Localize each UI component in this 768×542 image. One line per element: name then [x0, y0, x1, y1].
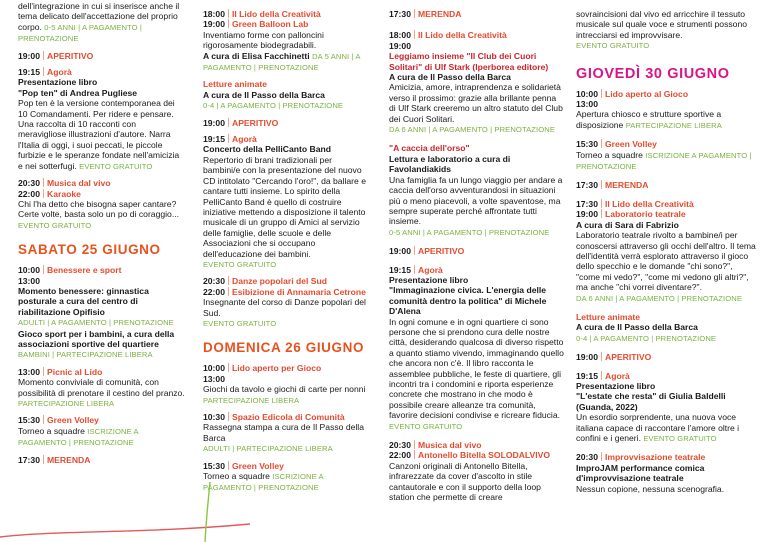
event-danze-popolari: [203, 276, 368, 329]
intro-text: dell'integrazione in cui si inserisce anche il tema delicato dell'accettazione del proprio corpo.: [18, 1, 180, 32]
event-time: 13:00: [18, 366, 40, 377]
event-time: 18:00: [389, 30, 411, 41]
decorative-scribble: [0, 482, 250, 542]
event-title: Lido aperto per Gioco: [231, 363, 322, 374]
event-time-end: 13:00: [18, 275, 40, 286]
event-text: Canzoni originali di Antonello Bitella, infrarezzate da cover d'ascolto in stile cantautorale e con il supporto della loop station che permette di creare: [389, 460, 541, 503]
event-time: 10:00: [203, 363, 225, 374]
event-time: 17:30: [576, 180, 598, 191]
event-text: Insegnante del corso di Danze popolari del Sud.: [203, 297, 366, 318]
event-title: APERITIVO: [604, 352, 652, 363]
event-title: Benessere e sport: [46, 265, 122, 276]
event-time-end: 13:00: [576, 99, 598, 110]
intro-block: [18, 1, 186, 45]
event-title: APERITIVO: [417, 246, 465, 257]
event-time: 19:00: [203, 117, 225, 128]
event-title: Leggiamo insieme "Il Club dei Cuori Solitari" di Ulf Stark (Iperborea editore): [389, 51, 549, 72]
event-text: Laboratorio teatrale rivolto a bambine/i per conoscersi attraverso gli occhi dell'altro. Il tema dell'identità verrà esplorato attraverso il gioco dello specchio e le domande "chi sono?", "come mi vedo?", "come mi vedono gli altri?", ma anche "chi vorrei diventare?".: [576, 230, 756, 293]
event-tag: EVENTO GRATUITO: [643, 434, 717, 443]
event-aperitivo: [576, 352, 756, 362]
event-green-balloon-lab: [203, 9, 368, 73]
event-musica-karaoke: [18, 178, 186, 231]
event-time: 19:00: [389, 246, 411, 257]
intro-tag: EVENTO GRATUITO: [576, 41, 650, 51]
event-aperitivo: [389, 246, 564, 256]
event-tag: DA 6 ANNI | A PAGAMENTO | PRENOTAZIONE: [389, 125, 555, 135]
event-time: 19:15: [203, 134, 225, 145]
event-text: Una famiglia fa un lungo viaggio per andare a caccia dell'orso avventurandosi in situazioni più o meno piacevoli, a volte spaventose, ma sempre superate perché affrontate tutti insieme.: [389, 174, 563, 227]
event-text: Momento benessere: ginnastica posturale a cura del centro di riabilitazione Opifisio: [18, 285, 149, 317]
event-title: Presentazione libro: [18, 77, 98, 88]
event-green-volley: [18, 415, 186, 448]
event-letture-animate: [576, 312, 756, 344]
event-tag: EVENTO GRATUITO: [79, 161, 153, 171]
event-title: Musica dal vivo: [417, 440, 482, 451]
event-picnic: [18, 367, 186, 410]
event-merenda: [576, 180, 756, 190]
day-heading-domenica: DOMENICA 26 GIUGNO: [203, 340, 365, 356]
event-tag: DA 5 ANNI | A PAGAMENTO | PRENOTAZIONE: [203, 51, 361, 73]
event-text: Pop ten è la versione contemporanea dei 10 Comandamenti. Per ridere e pensare. Una raccolta di 10 racconti con meravigliose illustrazioni d'autore. Narra l'Italia di oggi, i suoi peccati, le piccole furbizie e le speranze fondate nell'amicizia e nei sotterfugi.: [18, 98, 180, 171]
event-title: Letture animate: [203, 79, 267, 90]
event-title: Picnic al Lido: [46, 366, 103, 377]
event-tag: PARTECIPAZIONE LIBERA: [18, 399, 115, 408]
event-text: Rassegna stampa a cura de Il Passo della Barca: [203, 422, 364, 443]
intro-block: [576, 9, 756, 52]
event-time: 19:00: [576, 352, 598, 363]
event-text: Nessun copione, nessuna scenografia.: [576, 483, 725, 494]
event-time: 15:30: [203, 460, 225, 471]
event-time: 10:30: [203, 412, 225, 422]
event-letture-animate: [203, 79, 368, 111]
event-subtitle: "Immaginazione civica. L'energia delle comunità dentro la politica" di Michele D'Alena: [389, 285, 547, 317]
event-caccia-orso: [389, 143, 564, 238]
event-title: MERENDA: [604, 180, 649, 191]
event-text: Momento conviviale di comunità, con possibilità di prenotare il cestino del pranzo.: [18, 377, 185, 398]
event-estate-che-resta: [576, 371, 756, 445]
event-tag: 0-5 ANNI | A PAGAMENTO | PRENOTAZIONE: [389, 227, 550, 237]
event-title: APERITIVO: [46, 50, 94, 61]
event-text: Amicizia, amore, intraprendenza e solidarietà verso il prossimo: grazie alla brillante penna di Ulf Stark creeremo un altro statuto del Club dei Cuori Solitari.: [389, 82, 563, 124]
event-tag: DA 6 ANNI | A PAGAMENTO | PRENOTAZIONE: [576, 293, 742, 303]
event-text: Apertura chiosco e strutture sportive a disposizione: [576, 109, 722, 130]
event-time: 15:30: [576, 139, 598, 150]
event-tag: 0-4 | A PAGAMENTO | PRENOTAZIONE: [203, 101, 344, 111]
event-title: Esibizione di Annamaria Cetrone: [231, 286, 366, 297]
event-text: ImproJAM performance comica d'improvvisazione teatrale: [576, 462, 705, 484]
event-time: 20:30: [203, 276, 225, 287]
event-time: 10:00: [18, 265, 40, 276]
event-time: 20:30: [18, 178, 40, 189]
event-place: Il Lido della Creatività: [417, 30, 507, 41]
column-2: [203, 0, 368, 542]
event-title: Green Balloon Lab: [231, 19, 309, 30]
event-time: 22:00: [18, 188, 40, 199]
event-text: Un esordio sorprendente, una nuova voce italiana capace di raccontare l'amore oltre i confini e i generi.: [576, 412, 740, 443]
event-pellicanto: [203, 134, 368, 270]
event-title: Presentazione libro: [389, 274, 469, 285]
event-tag: ISCRIZIONE A PAGAMENTO | PRENOTAZIONE: [203, 472, 324, 493]
event-place: Agorà: [46, 67, 72, 78]
event-place: Il Lido della Creatività: [604, 198, 694, 209]
event-tag: EVENTO GRATUITO: [203, 318, 277, 328]
event-title: Green Volley: [231, 460, 284, 471]
event-tag: ISCRIZIONE A PAGAMENTO | PRENOTAZIONE: [576, 150, 752, 172]
event-benessere: [18, 265, 186, 361]
event-cura: A cura de Il Passo della Barca: [389, 72, 511, 83]
event-title: "A caccia dell'orso": [389, 143, 470, 154]
event-text: Chi l'ha detto che bisogna saper cantare? Certe volte, basta solo un po di coraggio...: [18, 198, 179, 220]
event-tag: BAMBINI | PARTECIPAZIONE LIBERA: [18, 350, 153, 360]
event-title: Spazio Edicola di Comunità: [231, 412, 345, 422]
event-title: Antonello Bitella SOLODALVIVO: [417, 450, 551, 461]
event-place: Agorà: [417, 264, 443, 275]
event-title: Green Volley: [46, 415, 99, 426]
event-title: Laboratorio teatrale: [604, 209, 686, 220]
event-antonello-bitella: [389, 440, 564, 502]
event-place: Agorà: [231, 134, 257, 145]
event-tag: ISCRIZIONE A PAGAMENTO | PRENOTAZIONE: [18, 426, 139, 448]
event-aperitivo: [18, 51, 186, 61]
event-title: Lido aperto al Gioco: [604, 88, 689, 99]
event-tag: EVENTO GRATUITO: [389, 421, 463, 431]
event-green-volley: [576, 139, 756, 172]
event-time: 17:30: [389, 9, 411, 19]
event-time: 17:30: [576, 198, 598, 209]
event-time: 20:30: [389, 440, 411, 451]
event-text: Gioco sport per i bambini, a cura della associazioni sportive del quartiere: [18, 328, 175, 349]
event-time: 22:00: [203, 286, 225, 297]
event-tag: ADULTI | A PAGAMENTO | PRENOTAZIONE: [18, 318, 174, 328]
event-text: A cura de Il Passo della Barca: [203, 89, 325, 100]
event-time: 19:00: [576, 209, 598, 220]
event-text: In ogni comune e in ogni quartiere ci sono persone che si prendono cura delle nostre città, desiderando qualcosa di diverso rispetto a quanto stiamo vivendo, immaginando quello che ancora non c'è. Il libro racconta le assemblee pubbliche, le feste di quartiere, gli incontri tra i condomini e riporta esperienze concrete che mostrano in che modo è possibile creare alleanze tra comunità, favorire decisioni condivise e ricreare fiducia.: [389, 316, 564, 421]
intro-tag: 0-5 ANNI | A PAGAMENTO | PRENOTAZIONE: [18, 22, 142, 44]
event-title: APERITIVO: [231, 117, 279, 128]
event-time: 19:15: [18, 67, 40, 78]
event-subtitle: "L'estate che resta" di Giulia Baldelli (Guanda, 2022): [576, 391, 726, 412]
event-text: Giochi da tavolo e giochi di carte per nonni: [203, 384, 366, 395]
event-time-end: 13:00: [203, 373, 225, 384]
event-time: 17:30: [18, 454, 40, 465]
event-immaginazione-civica: [389, 265, 564, 433]
event-laboratorio-teatrale: [576, 199, 756, 304]
event-cura: A cura di Sara di Fabrizio: [576, 219, 679, 230]
day-heading-giovedi: GIOVEDÌ 30 GIUGNO: [576, 65, 730, 82]
event-text: Torneo a squadre: [18, 425, 85, 436]
event-time: 22:00: [389, 450, 411, 461]
event-time: 19:15: [389, 264, 411, 275]
event-tag: PARTECIPAZIONE LIBERA: [203, 395, 300, 405]
event-time: 19:15: [576, 370, 598, 381]
event-place: Agorà: [604, 370, 630, 381]
event-title: MERENDA: [46, 454, 91, 465]
event-title: Danze popolari del Sud: [231, 276, 328, 287]
event-lido-aperto: [576, 89, 756, 132]
event-text: Torneo a squadre: [203, 471, 270, 482]
event-title: Concerto della PelliCanto Band: [203, 144, 331, 155]
day-heading-sabato: SABATO 25 GIUGNO: [18, 242, 161, 258]
event-title: Letture animate: [576, 311, 640, 322]
event-tag: PARTECIPAZIONE LIBERA: [625, 120, 722, 130]
event-subtitle: Lettura e laboratorio a cura di Favolandiakids: [389, 153, 511, 175]
event-lido-gioco: [203, 363, 368, 406]
event-edicola: [203, 412, 368, 455]
event-title: Karaoke: [46, 188, 81, 199]
column-3: [389, 0, 564, 542]
event-title: MERENDA: [417, 9, 462, 19]
event-title: Presentazione libro: [576, 380, 656, 391]
event-cura: A cura di Elisa Facchinetti: [203, 50, 310, 61]
event-title: Improvvisazione teatrale: [604, 452, 706, 463]
event-time: 20:30: [576, 452, 598, 463]
event-title: Green Volley: [604, 139, 657, 150]
event-aperitivo: [203, 118, 368, 128]
event-text: A cura de Il Passo della Barca: [576, 322, 698, 333]
event-time: 19:00: [389, 40, 411, 51]
event-text: Repertorio di brani tradizionali per bambini/e con la presentazione del nuovo CD intitolato "Cercando l'oro!", da ballare e cantare tutti insieme. Lo spirito della PelliCanto Band è quello di costruire iniziative mettendo a disposizione il talento musicale di un gruppo di Amici al servizio delle famiglie, delle scuole e delle Associazioni che si occupano dell'educazione dei bambini.: [203, 154, 366, 259]
column-4: [576, 0, 756, 542]
event-tag: ADULTI | PARTECIPAZIONE LIBERA: [203, 444, 333, 454]
event-subtitle: "Pop ten" di Andrea Pugliese: [18, 87, 138, 98]
event-time: 18:00: [203, 9, 225, 19]
event-merenda: [389, 9, 564, 19]
event-time: 15:30: [18, 415, 40, 426]
event-merenda: [18, 455, 186, 465]
event-time: 19:00: [18, 50, 40, 61]
event-text: Torneo a squadre: [576, 149, 643, 160]
event-improvvisazione: [576, 452, 756, 494]
event-text: Inventiamo forme con palloncini rigorosamente biodegradabili.: [203, 29, 324, 51]
event-title: Musica dal vivo: [46, 178, 111, 189]
event-time: 10:00: [576, 88, 598, 99]
event-presentazione-pop-ten: [18, 67, 186, 172]
event-club-cuori-solitari: [389, 30, 564, 135]
intro-text: sovraincisioni dal vivo ed arricchire il tessuto musicale sul quale voce e strumenti possono intrecciarsi ed improvvisare.: [576, 9, 748, 40]
event-place: Il Lido della Creatività: [231, 9, 321, 19]
event-tag: EVENTO GRATUITO: [203, 259, 277, 269]
event-tag: EVENTO GRATUITO: [18, 220, 92, 230]
event-time: 19:00: [203, 19, 225, 30]
column-1: [18, 0, 186, 542]
event-tag: 0-4 | A PAGAMENTO | PRENOTAZIONE: [576, 333, 717, 343]
